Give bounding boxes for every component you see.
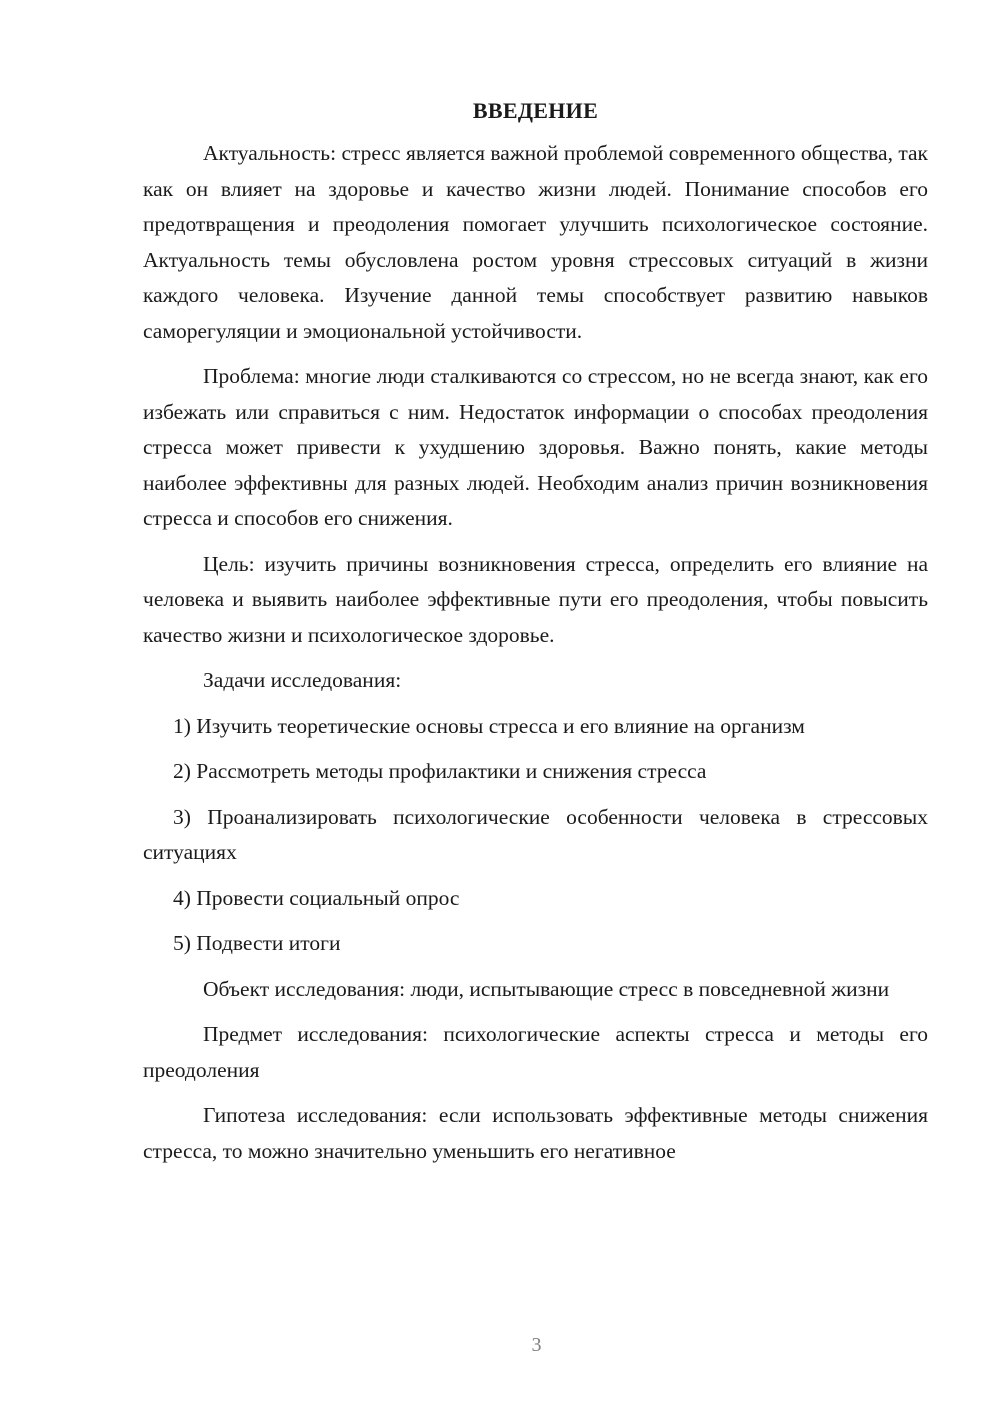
relevance-paragraph: Актуальность: стресс является важной проблемой современного общества, так как он влияет на здоровье и качество жизни людей. Понимание способов его предотвращения и преодоления помогает улучшить психологическое состояние. Актуальность темы обусловлена ростом уровня стрессовых ситуаций в жизни каждого человека. Изучение данной темы способствует развитию навыков саморегуляции и эмоциональной устойчивости. (143, 141, 928, 343)
subject-paragraph: Предмет исследования: психологические аспекты стресса и методы его преодоления (143, 1022, 928, 1082)
list-item: 3) Проанализировать психологические особенности человека в стрессовых ситуациях (143, 804, 928, 864)
page-title: ВВЕДЕНИЕ (472, 98, 599, 123)
problem-paragraph: Проблема: многие люди сталкиваются со стрессом, но не всегда знают, как его избежать или справиться с ним. Недостаток информации о способах преодоления стресса может привести к ухудшению здоровья. Важно понять, какие методы наиболее эффективны для разных людей. Необходим анализ причин возникновения стресса и способов его снижения. (143, 364, 928, 530)
tasks-list (143, 709, 928, 962)
object-paragraph: Объект исследования: люди, испытывающие стресс в повседневной жизни (203, 976, 890, 1001)
list-item: 4) Провести социальный опрос (173, 885, 460, 910)
page-number: 3 (531, 1334, 542, 1356)
list-item: 5) Подвести итоги (173, 931, 341, 955)
tasks-title: Задачи исследования: (203, 668, 402, 692)
document-page (143, 96, 928, 1179)
goal-paragraph: Цель: изучить причины возникновения стресса, определить его влияние на человека и выявить наиболее эффективные пути его преодоления, чтобы повысить качество жизни и психологическое здоровье. (143, 551, 928, 647)
hypothesis-paragraph: Гипотеза исследования: если использовать эффективные методы снижения стресса, то можно значительно уменьшить его негативное (143, 1103, 928, 1163)
list-item: 2) Рассмотреть методы профилактики и снижения стресса (173, 759, 707, 783)
list-item: 1) Изучить теоретические основы стресса и его влияние на организм (173, 713, 805, 738)
